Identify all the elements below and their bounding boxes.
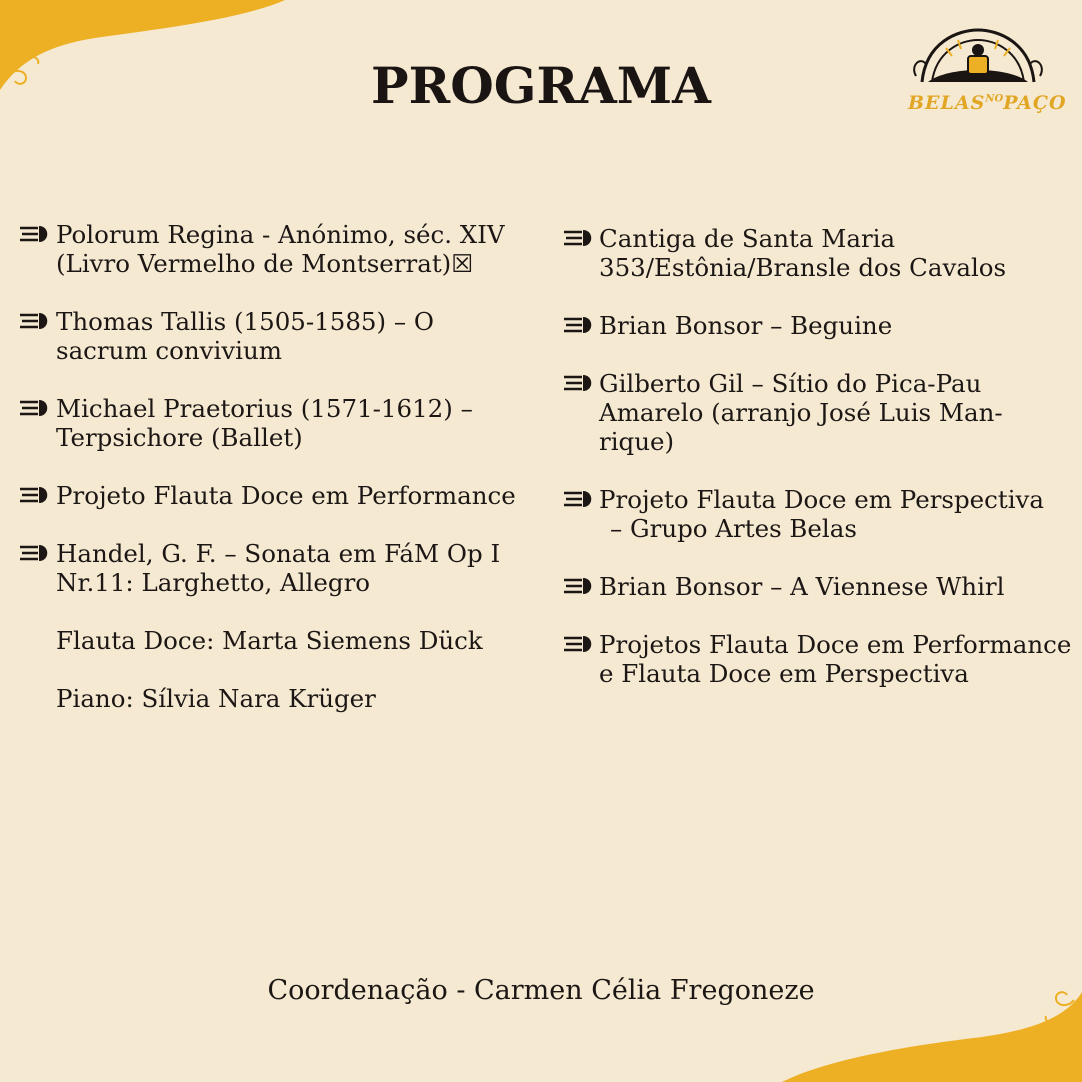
- program-item-line: – Grupo Artes Belas: [610, 514, 857, 543]
- logo-word-paco: PAÇO: [1003, 92, 1067, 114]
- program-item: [562, 485, 1077, 543]
- logo-word-belas: BELAS: [908, 92, 986, 114]
- program-item-line: 353/Estônia/Bransle dos Cavalos: [599, 253, 1007, 282]
- program-item-line: Nr.11: Larghetto, Allegro: [56, 568, 371, 597]
- bullet-lines-icon: [562, 373, 594, 393]
- page-title: PROGRAMA: [371, 56, 711, 115]
- program-item: [18, 481, 538, 510]
- performer-piano: Piano: Sílvia Nara Krüger: [56, 684, 376, 713]
- program-item-line: Cantiga de Santa Maria: [599, 224, 896, 253]
- program-item-line: Amarelo (arranjo José Luis Man-: [599, 398, 1003, 427]
- program-item: [18, 220, 538, 278]
- bullet-lines-icon: [18, 543, 50, 563]
- bullet-lines-icon: [562, 576, 594, 596]
- bullet-lines-icon: [562, 315, 594, 335]
- program-list-right: [562, 224, 1077, 717]
- bullet-lines-icon: [562, 228, 594, 248]
- program-item: [562, 630, 1077, 688]
- program-list-left: [18, 220, 538, 742]
- belas-no-paco-logo: [908, 22, 1067, 132]
- bullet-lines-icon: [18, 485, 50, 505]
- program-item-line: Gilberto Gil – Sítio do Pica-Pau: [599, 369, 982, 398]
- program-item-line: Projeto Flauta Doce em Perspectiva: [599, 485, 1045, 514]
- logo-word-no: NO: [985, 93, 1004, 105]
- program-item: [562, 572, 1077, 601]
- bullet-lines-icon: [18, 311, 50, 331]
- program-item-line: Polorum Regina - Anónimo, séc. XIV: [56, 220, 505, 249]
- performer-flute: Flauta Doce: Marta Siemens Dück: [56, 626, 483, 655]
- coordination-credit: Coordenação - Carmen Célia Fregoneze: [267, 975, 815, 1006]
- bullet-lines-icon: [562, 634, 594, 654]
- program-item: [562, 311, 1077, 340]
- program-item-line: Michael Praetorius (1571-1612) –: [56, 394, 473, 423]
- program-item-line: Handel, G. F. – Sonata em FáM Op I: [56, 539, 501, 568]
- program-item-line: Brian Bonsor – Beguine: [599, 311, 893, 340]
- program-item-line: Thomas Tallis (1505-1585) – O: [56, 307, 434, 336]
- program-item: [18, 307, 538, 365]
- program-item-line: Brian Bonsor – A Viennese Whirl: [599, 572, 1005, 601]
- program-item: [562, 369, 1077, 456]
- program-item-line: Terpsichore (Ballet): [56, 423, 303, 452]
- logo-text: [908, 92, 1067, 114]
- bullet-lines-icon: [18, 398, 50, 418]
- program-item-line: rique): [599, 427, 675, 456]
- program-item: [18, 394, 538, 452]
- program-item-line: sacrum convivium: [56, 336, 283, 365]
- logo-emblem-icon: [908, 22, 1048, 102]
- program-item-line: e Flauta Doce em Perspectiva: [599, 659, 969, 688]
- bullet-lines-icon: [18, 224, 50, 244]
- program-item-line: Projetos Flauta Doce em Performance: [599, 630, 1072, 659]
- bullet-lines-icon: [562, 489, 594, 509]
- program-item-line: Projeto Flauta Doce em Performance: [56, 481, 516, 510]
- program-item: [562, 224, 1077, 282]
- program-item: [18, 539, 538, 597]
- program-item-line: (Livro Vermelho de Montserrat)☒: [56, 249, 474, 278]
